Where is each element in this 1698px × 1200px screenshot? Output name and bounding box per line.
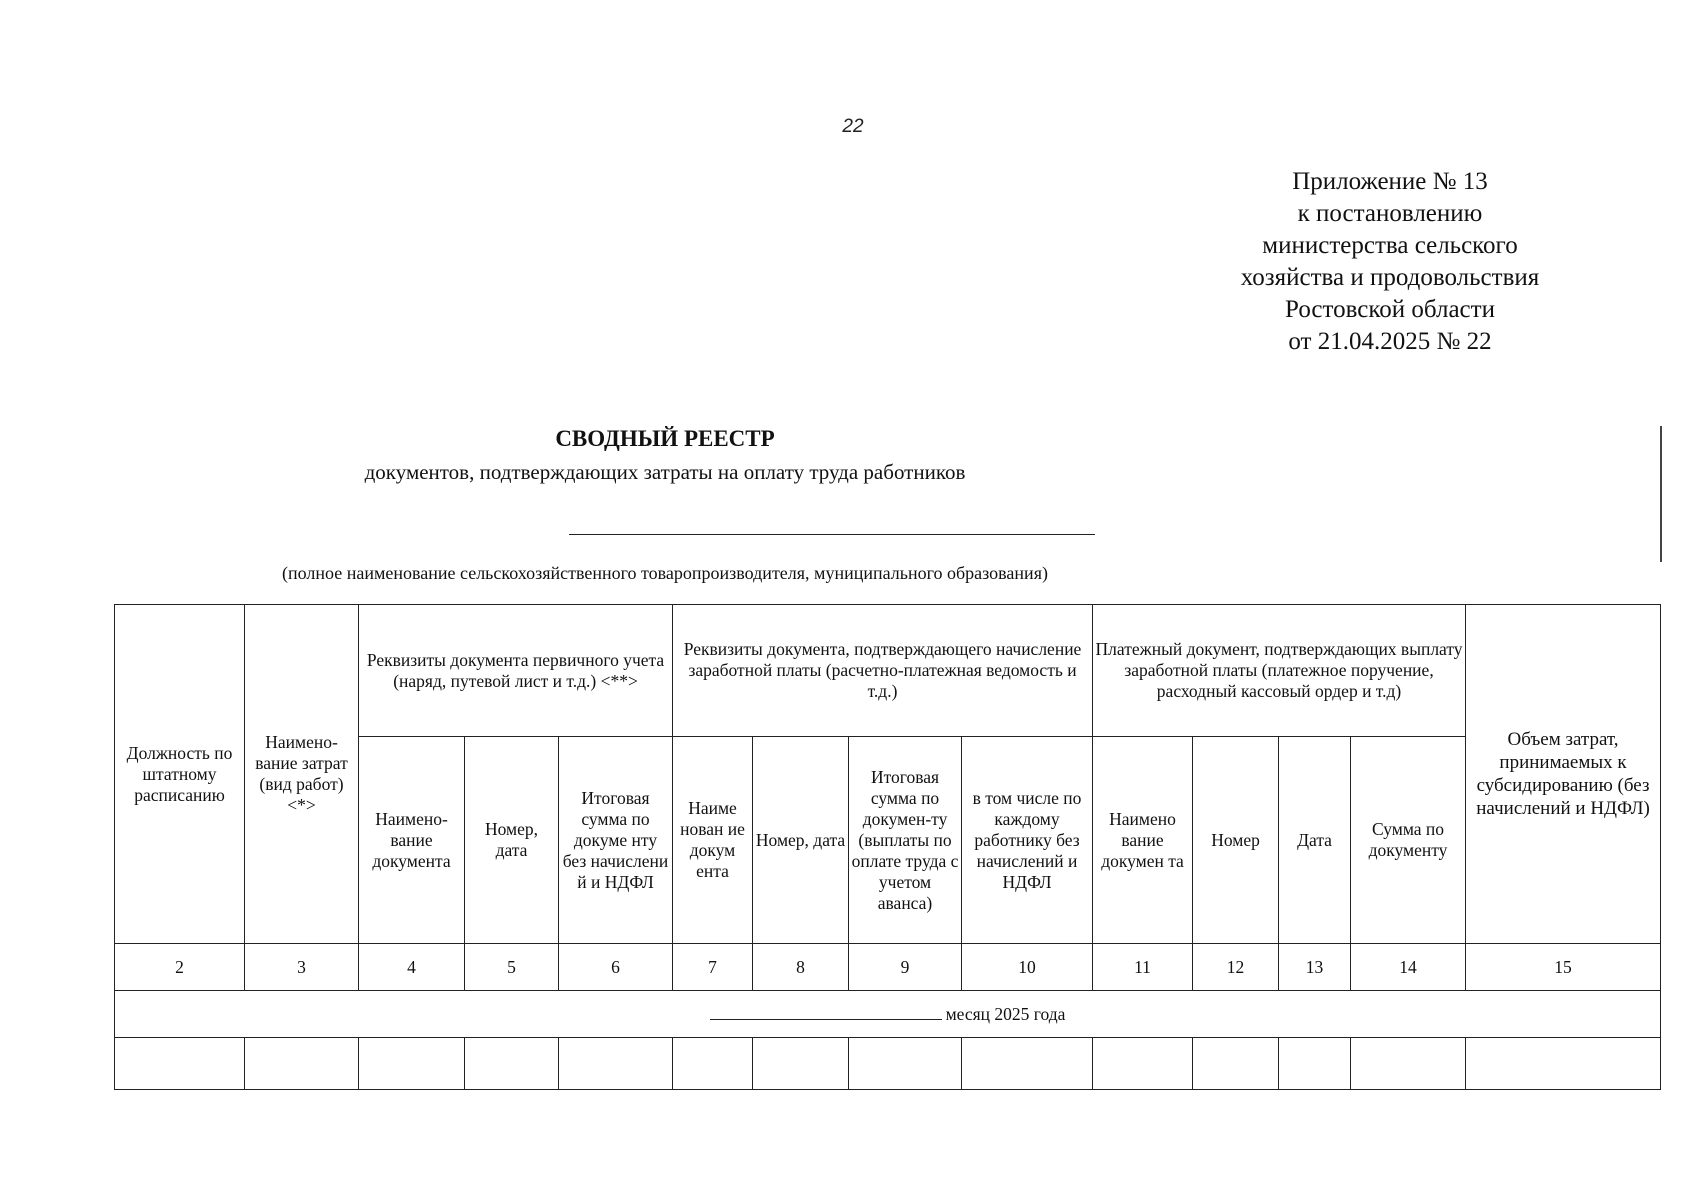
appendix-line: министерства сельского xyxy=(1262,232,1518,259)
data-cell[interactable] xyxy=(673,1038,753,1090)
header-primary-number-date: Номер, дата xyxy=(465,737,559,944)
column-number: 14 xyxy=(1351,944,1466,991)
header-payment-sum: Сумма по документу xyxy=(1351,737,1466,944)
header-primary-doc-name: Наимено-вание документа xyxy=(359,737,465,944)
data-cell[interactable] xyxy=(1093,1038,1193,1090)
column-number: 8 xyxy=(753,944,849,991)
appendix-line: хозяйства и продовольствия xyxy=(1240,264,1540,291)
header-payment-doc-name: Наимено вание докумен та xyxy=(1093,737,1193,944)
header-group-payroll: Реквизиты документа, подтверждающего начисление заработной платы (расчетно-платежная ведомость и т.д.) xyxy=(673,605,1093,737)
data-cell[interactable] xyxy=(1279,1038,1351,1090)
appendix-line: Ростовской области xyxy=(1285,296,1495,323)
data-cell[interactable] xyxy=(115,1038,245,1090)
column-number: 5 xyxy=(465,944,559,991)
data-cell[interactable] xyxy=(1466,1038,1661,1090)
column-number: 9 xyxy=(849,944,962,991)
data-cell[interactable] xyxy=(559,1038,673,1090)
appendix-line: к постановлению xyxy=(1297,200,1483,227)
margin-rule xyxy=(1660,426,1662,562)
column-number: 11 xyxy=(1093,944,1193,991)
header-payment-number: Номер xyxy=(1193,737,1279,944)
appendix-line: Приложение № 13 xyxy=(1292,168,1488,195)
column-number: 15 xyxy=(1466,944,1661,991)
data-cell[interactable] xyxy=(465,1038,559,1090)
organization-name-caption: (полное наименование сельскохозяйственного товаропроизводителя, муниципального образования) xyxy=(282,563,1048,583)
month-cell xyxy=(115,991,1661,1038)
header-primary-total: Итоговая сумма по докуме нту без начислени й и НДФЛ xyxy=(559,737,673,944)
data-cell[interactable] xyxy=(1193,1038,1279,1090)
page-number: 22 xyxy=(842,116,864,137)
header-payroll-total: Итоговая сумма по докумен-ту (выплаты по оплате труда с учетом аванса) xyxy=(849,737,962,944)
header-payroll-number-date: Номер, дата xyxy=(753,737,849,944)
data-row-empty xyxy=(115,1038,1661,1090)
header-payment-date: Дата xyxy=(1279,737,1351,944)
document-subtitle: документов, подтверждающих затраты на оплату труда работников xyxy=(364,460,966,484)
data-cell[interactable] xyxy=(962,1038,1093,1090)
column-number: 12 xyxy=(1193,944,1279,991)
header-cost-name: Наимено-вание затрат (вид работ) <*> xyxy=(245,605,359,944)
column-numbers-row xyxy=(115,944,1661,991)
column-number: 7 xyxy=(673,944,753,991)
header-position: Должность по штатному расписанию xyxy=(115,605,245,944)
data-cell[interactable] xyxy=(1351,1038,1466,1090)
header-group-payment: Платежный документ, подтверждающих выплату заработной платы (платежное поручение, расходный кассовый ордер и т.д) xyxy=(1093,605,1466,737)
header-row-groups xyxy=(115,605,1661,737)
organization-name-blank xyxy=(569,534,1095,535)
header-payroll-doc-name: Наиме нован ие докум ента xyxy=(673,737,753,944)
month-label: месяц 2025 года xyxy=(945,1003,1066,1024)
data-cell[interactable] xyxy=(245,1038,359,1090)
header-group-primary: Реквизиты документа первичного учета (наряд, путевой лист и т.д.) <**> xyxy=(359,605,673,737)
data-cell[interactable] xyxy=(753,1038,849,1090)
column-number: 10 xyxy=(962,944,1093,991)
header-payroll-per-worker: в том числе по каждому работнику без начислений и НДФЛ xyxy=(962,737,1093,944)
data-cell[interactable] xyxy=(359,1038,465,1090)
column-number: 13 xyxy=(1279,944,1351,991)
appendix-header xyxy=(1200,166,1580,358)
column-number: 4 xyxy=(359,944,465,991)
column-number: 2 xyxy=(115,944,245,991)
header-volume: Объем затрат, принимаемых к субсидированию (без начислений и НДФЛ) xyxy=(1466,605,1661,944)
registry-table xyxy=(114,604,1661,1090)
column-number: 3 xyxy=(245,944,359,991)
data-cell[interactable] xyxy=(849,1038,962,1090)
appendix-line: от 21.04.2025 № 22 xyxy=(1288,328,1492,355)
document-title: СВОДНЫЙ РЕЕСТР xyxy=(555,426,775,451)
month-blank xyxy=(710,1005,942,1020)
column-number: 6 xyxy=(559,944,673,991)
month-row xyxy=(115,991,1661,1038)
